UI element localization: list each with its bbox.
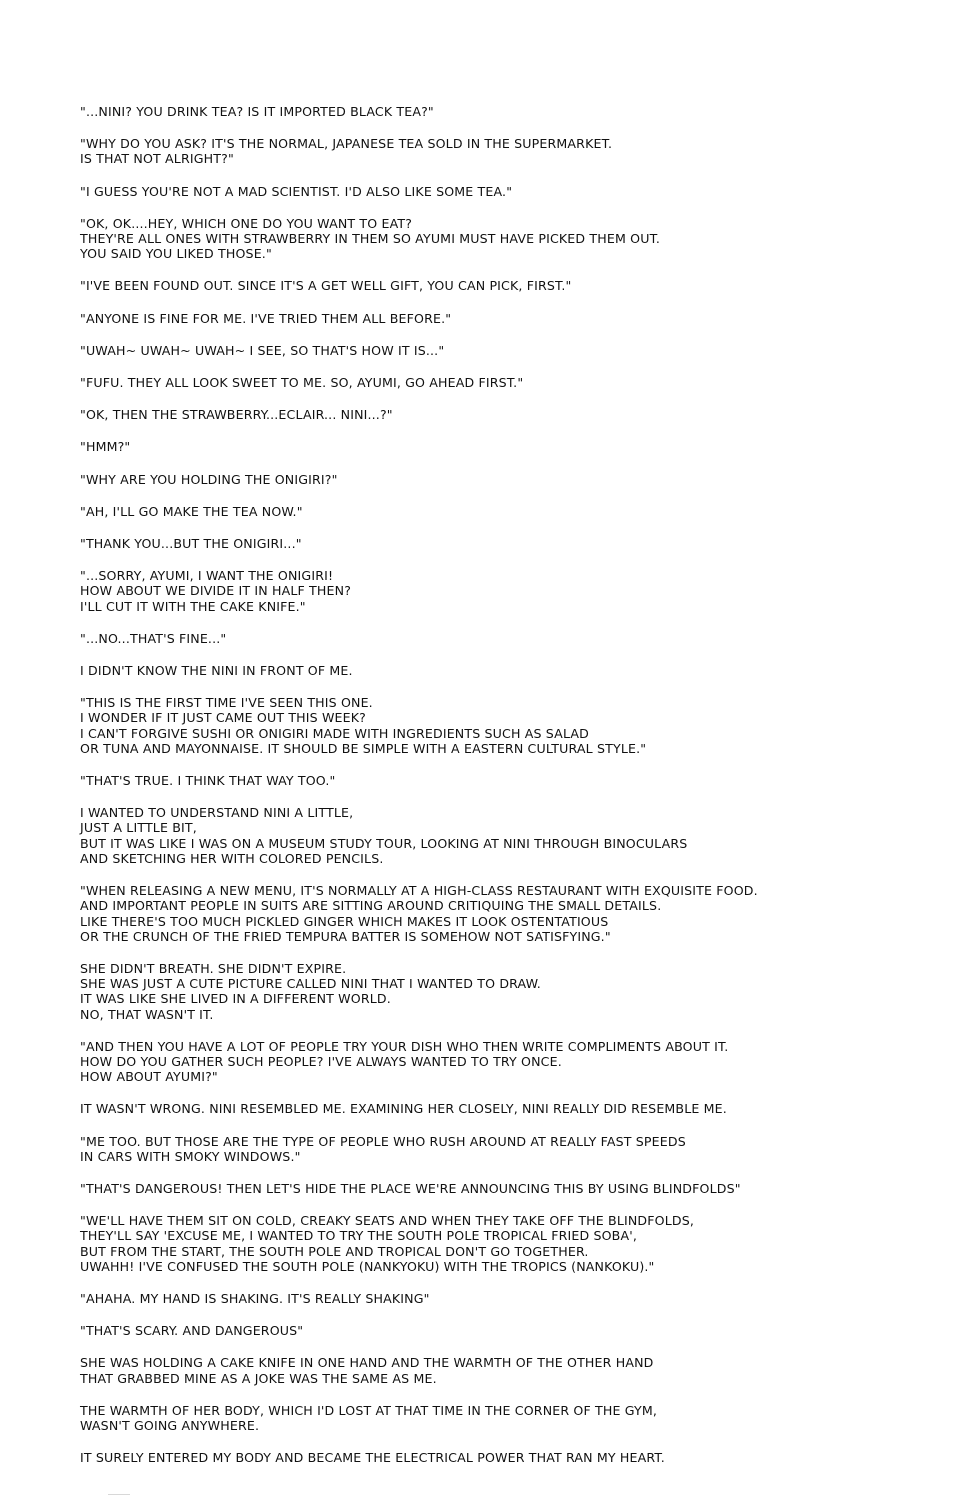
- text-line: I CAN'T FORGIVE SUSHI OR ONIGIRI MADE WITH INGREDIENTS SUCH AS SALAD: [80, 725, 590, 741]
- story-text: [80, 104, 940, 1482]
- paragraph: [80, 631, 940, 646]
- text-line: THEY'RE ALL ONES WITH STRAWBERRY IN THEM SO AYUMI MUST HAVE PICKED THEM OUT.: [80, 231, 661, 247]
- text-line: LIKE THERE'S TOO MUCH PICKLED GINGER WHICH MAKES IT LOOK OSTENTATIOUS: [80, 913, 609, 929]
- text-line: "AHAHA. MY HAND IS SHAKING. IT'S REALLY SHAKING": [80, 1290, 430, 1306]
- text-line: "THIS IS THE FIRST TIME I'VE SEEN THIS ONE.: [80, 695, 373, 711]
- paragraph: [80, 104, 940, 119]
- text-line: I WANTED TO UNDERSTAND NINI A LITTLE,: [80, 805, 354, 821]
- text-line: "THAT'S DANGEROUS! THEN LET'S HIDE THE PLACE WE'RE ANNOUNCING THIS BY USING BLINDFOLDS": [80, 1180, 741, 1196]
- text-line: "WHEN RELEASING A NEW MENU, IT'S NORMALLY AT A HIGH-CLASS RESTAURANT WITH EXQUISITE FOOD.: [80, 883, 758, 899]
- paragraph: [80, 1134, 940, 1164]
- paragraph: [80, 1291, 940, 1306]
- paragraph: [80, 1403, 940, 1433]
- paragraph: [80, 439, 940, 454]
- paragraph: [80, 136, 940, 166]
- text-line: I DIDN'T KNOW THE NINI IN FRONT OF ME.: [80, 663, 353, 679]
- text-line: SHE DIDN'T BREATH. SHE DIDN'T EXPIRE.: [80, 960, 347, 976]
- text-line: IS THAT NOT ALRIGHT?": [80, 151, 234, 167]
- text-line: IT WAS LIKE SHE LIVED IN A DIFFERENT WORLD.: [80, 991, 391, 1007]
- text-line: "I GUESS YOU'RE NOT A MAD SCIENTIST. I'D ALSO LIKE SOME TEA.": [80, 183, 513, 199]
- text-line: IN CARS WITH SMOKY WINDOWS.": [80, 1148, 301, 1164]
- paragraph: [80, 278, 940, 293]
- text-line: "I'VE BEEN FOUND OUT. SINCE IT'S A GET WELL GIFT, YOU CAN PICK, FIRST.": [80, 278, 572, 294]
- text-line: YOU SAID YOU LIKED THOSE.": [80, 246, 272, 262]
- scan-mark: [108, 1494, 130, 1495]
- paragraph: [80, 1450, 940, 1465]
- text-line: "ANYONE IS FINE FOR ME. I'VE TRIED THEM ALL BEFORE.": [80, 310, 452, 326]
- paragraph: [80, 1039, 940, 1085]
- text-line: UWAHH! I'VE CONFUSED THE SOUTH POLE (NANKYOKU) WITH THE TROPICS (NANKOKU).": [80, 1258, 655, 1274]
- paragraph: [80, 805, 940, 866]
- paragraph: [80, 695, 940, 756]
- text-line: AND SKETCHING HER WITH COLORED PENCILS.: [80, 850, 384, 866]
- text-line: OR THE CRUNCH OF THE FRIED TEMPURA BATTER IS SOMEHOW NOT SATISFYING.": [80, 928, 611, 944]
- paragraph: [80, 375, 940, 390]
- paragraph: [80, 773, 940, 788]
- text-line: "WHY DO YOU ASK? IT'S THE NORMAL, JAPANESE TEA SOLD IN THE SUPERMARKET.: [80, 136, 613, 152]
- text-line: IT WASN'T WRONG. NINI RESEMBLED ME. EXAMINING HER CLOSELY, NINI REALLY DID RESEMBLE ME.: [80, 1101, 727, 1117]
- text-line: "HMM?": [80, 439, 131, 455]
- paragraph: [80, 184, 940, 199]
- text-line: THAT GRABBED MINE AS A JOKE WAS THE SAME AS ME.: [80, 1370, 437, 1386]
- paragraph: [80, 504, 940, 519]
- paragraph: [80, 568, 940, 614]
- text-line: "THANK YOU...BUT THE ONIGIRI...": [80, 536, 302, 552]
- text-line: THEY'LL SAY 'EXCUSE ME, I WANTED TO TRY THE SOUTH POLE TROPICAL FRIED SOBA',: [80, 1228, 637, 1244]
- paragraph: [80, 407, 940, 422]
- text-line: "WE'LL HAVE THEM SIT ON COLD, CREAKY SEATS AND WHEN THEY TAKE OFF THE BLINDFOLDS,: [80, 1213, 695, 1229]
- text-line: AND IMPORTANT PEOPLE IN SUITS ARE SITTING AROUND CRITIQUING THE SMALL DETAILS.: [80, 898, 662, 914]
- text-line: BUT FROM THE START, THE SOUTH POLE AND TROPICAL DON'T GO TOGETHER.: [80, 1243, 589, 1259]
- text-line: I'LL CUT IT WITH THE CAKE KNIFE.": [80, 598, 306, 614]
- text-line: THE WARMTH OF HER BODY, WHICH I'D LOST AT THAT TIME IN THE CORNER OF THE GYM,: [80, 1402, 658, 1418]
- text-line: "...SORRY, AYUMI, I WANT THE ONIGIRI!: [80, 568, 334, 584]
- paragraph: [80, 216, 940, 262]
- paragraph: [80, 1355, 940, 1385]
- text-line: BUT IT WAS LIKE I WAS ON A MUSEUM STUDY TOUR, LOOKING AT NINI THROUGH BINOCULARS: [80, 835, 688, 851]
- text-line: WASN'T GOING ANYWHERE.: [80, 1417, 260, 1433]
- text-line: "FUFU. THEY ALL LOOK SWEET TO ME. SO, AYUMI, GO AHEAD FIRST.": [80, 375, 524, 391]
- paragraph: [80, 472, 940, 487]
- text-line: NO, THAT WASN'T IT.: [80, 1006, 214, 1022]
- text-line: "THAT'S TRUE. I THINK THAT WAY TOO.": [80, 773, 336, 789]
- text-line: "OK, THEN THE STRAWBERRY...ECLAIR... NINI...?": [80, 407, 393, 423]
- paragraph: [80, 883, 940, 944]
- text-line: JUST A LITTLE BIT,: [80, 820, 197, 836]
- text-line: SHE WAS HOLDING A CAKE KNIFE IN ONE HAND AND THE WARMTH OF THE OTHER HAND: [80, 1355, 654, 1371]
- text-line: "AH, I'LL GO MAKE THE TEA NOW.": [80, 503, 303, 519]
- text-line: "THAT'S SCARY. AND DANGEROUS": [80, 1323, 304, 1339]
- text-line: "...NO...THAT'S FINE...": [80, 630, 227, 646]
- text-line: "UWAH~ UWAH~ UWAH~ I SEE, SO THAT'S HOW IT IS...": [80, 342, 445, 358]
- text-line: HOW ABOUT WE DIVIDE IT IN HALF THEN?: [80, 583, 352, 599]
- paragraph: [80, 1213, 940, 1274]
- paragraph: [80, 536, 940, 551]
- paragraph: [80, 1323, 940, 1338]
- text-line: "WHY ARE YOU HOLDING THE ONIGIRI?": [80, 471, 338, 487]
- text-line: I WONDER IF IT JUST CAME OUT THIS WEEK?: [80, 710, 366, 726]
- paragraph: [80, 663, 940, 678]
- text-line: "ME TOO. BUT THOSE ARE THE TYPE OF PEOPLE WHO RUSH AROUND AT REALLY FAST SPEEDS: [80, 1133, 686, 1149]
- text-line: HOW ABOUT AYUMI?": [80, 1069, 218, 1085]
- text-line: OR TUNA AND MAYONNAISE. IT SHOULD BE SIMPLE WITH A EASTERN CULTURAL STYLE.": [80, 740, 647, 756]
- text-line: "AND THEN YOU HAVE A LOT OF PEOPLE TRY YOUR DISH WHO THEN WRITE COMPLIMENTS ABOUT IT.: [80, 1038, 729, 1054]
- text-line: "...NINI? YOU DRINK TEA? IS IT IMPORTED BLACK TEA?": [80, 104, 434, 119]
- text-line: HOW DO YOU GATHER SUCH PEOPLE? I'VE ALWAYS WANTED TO TRY ONCE.: [80, 1053, 562, 1069]
- paragraph: [80, 1181, 940, 1196]
- paragraph: [80, 343, 940, 358]
- paragraph: [80, 1101, 940, 1116]
- text-line: "OK, OK....HEY, WHICH ONE DO YOU WANT TO EAT?: [80, 215, 413, 231]
- text-line: SHE WAS JUST A CUTE PICTURE CALLED NINI THAT I WANTED TO DRAW.: [80, 976, 541, 992]
- text-line: IT SURELY ENTERED MY BODY AND BECAME THE ELECTRICAL POWER THAT RAN MY HEART.: [80, 1450, 665, 1466]
- paragraph: [80, 961, 940, 1022]
- paragraph: [80, 311, 940, 326]
